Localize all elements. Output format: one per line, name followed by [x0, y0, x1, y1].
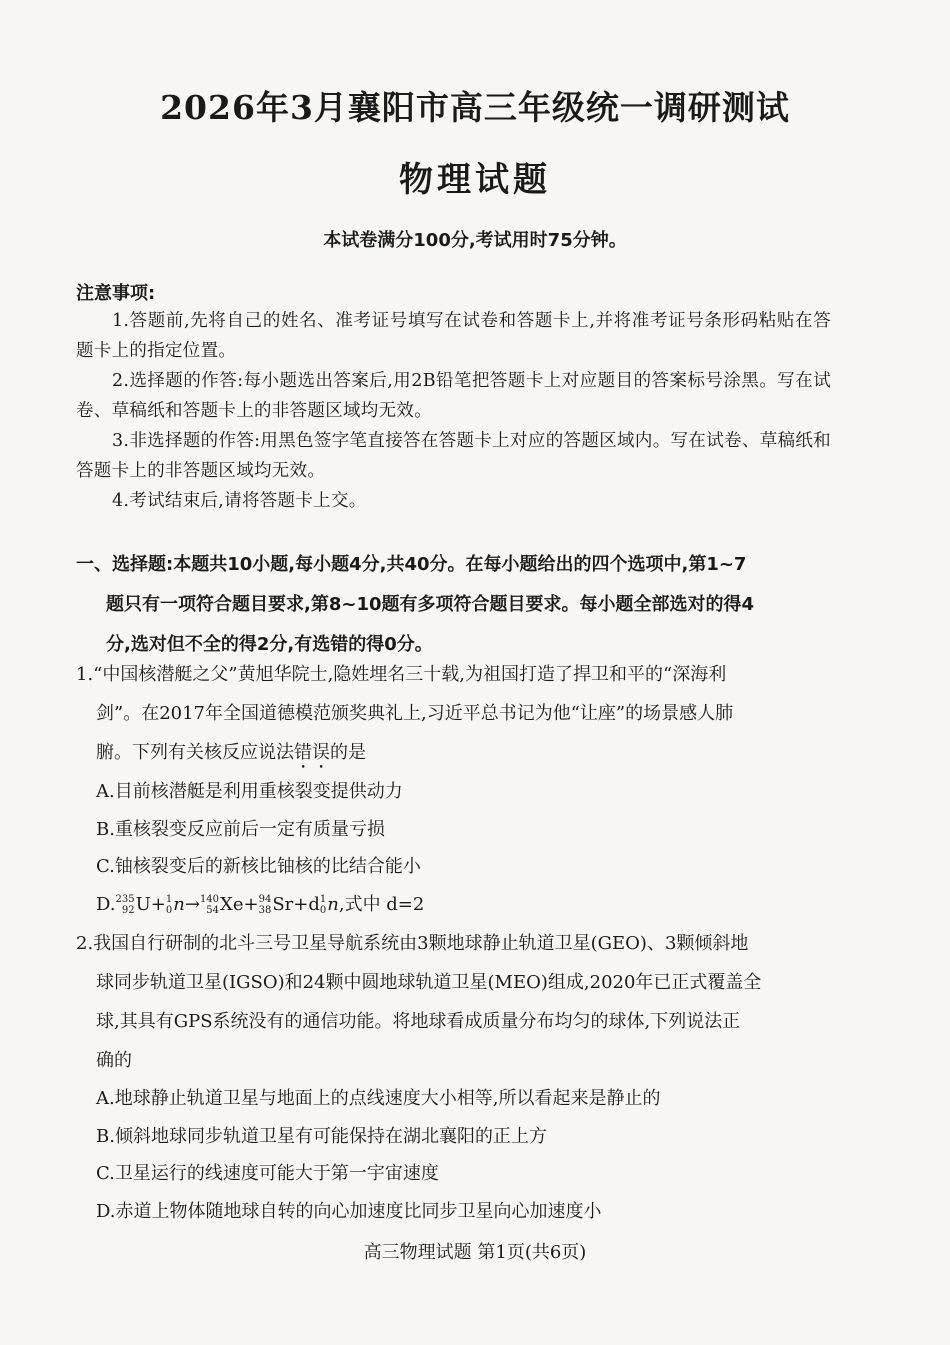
- option-c: C.铀核裂变后的新核比铀核的比结合能小: [96, 856, 421, 877]
- option-c: C.卫星运行的线速度可能大于第一宇宙速度: [96, 1163, 439, 1184]
- question-stem-line: 2.我国自行研制的北斗三号卫星导航系统由3颗地球静止轨道卫星(GEO)、3颗倾斜地: [76, 933, 749, 954]
- question-stem-line: 剑”。在2017年全国道德模范颁奖典礼上,习近平总书记为他“让座”的场景感人肺: [96, 703, 734, 724]
- section-one-line: 分,选对但不全的得2分,有选错的得0分。: [106, 634, 433, 655]
- question-1: [76, 655, 838, 923]
- notice-item: 3.非选择题的作答:用黑色签字笔直接答在答题卡上对应的答题区域内。写在试卷、草稿纸和答题卡上的非答题区域均无效。: [76, 431, 831, 481]
- notice-list: [76, 306, 831, 516]
- option-a: A.地球静止轨道卫星与地面上的点线速度大小相等,所以看起来是静止的: [96, 1088, 661, 1109]
- option-d-suffix: ,式中 d=2: [338, 893, 425, 915]
- full-score-note: 本试卷满分100分,考试用时75分钟。: [323, 230, 627, 251]
- question-2: [76, 924, 838, 1230]
- stem-text: 的是: [330, 742, 366, 763]
- section-one-instructions: [76, 545, 838, 665]
- question-stem-line: 1.“中国核潜艇之父”黄旭华院士,隐姓埋名三十载,为祖国打造了捍卫和平的“深海利: [76, 664, 727, 685]
- nuclear-equation: 235 92 U+ 1 0 n→ 140 54 Xe+ 94 38 Sr+d 1 0 n: [115, 893, 339, 916]
- subject-title: 物理试题: [399, 160, 551, 200]
- section-one-line: 题只有一项符合题目要求,第8~10题有多项符合题目要求。每小题全部选对的得4: [106, 594, 755, 615]
- option-b: B.倾斜地球同步轨道卫星有可能保持在湖北襄阳的正上方: [96, 1125, 547, 1147]
- exam-title: 2026年3月襄阳市高三年级统一调研测试: [160, 88, 790, 127]
- section-one-line: 一、选择题:本题共10小题,每小题4分,共40分。在每小题给出的四个选项中,第1~7: [76, 554, 747, 575]
- option-d-label: D.: [96, 893, 116, 915]
- option-d: D.赤道上物体随地球自转的向心加速度比同步卫星向心加速度小: [96, 1200, 602, 1222]
- page-footer: 高三物理试题 第1页(共6页): [363, 1242, 587, 1263]
- notice-heading: 注意事项:: [76, 283, 156, 304]
- question-stem-line: [76, 733, 838, 773]
- question-stem-line: 球,其具有GPS系统没有的通信功能。将地球看成质量分布均匀的球体,下列说法正: [96, 1011, 741, 1032]
- question-stem-line: 确的: [96, 1050, 132, 1071]
- emphasis-word: 错误: [294, 742, 330, 763]
- stem-text: 腑。下列有关核反应说法: [96, 742, 294, 763]
- notice-item: 1.答题前,先将自己的姓名、准考证号填写在试卷和答题卡上,并将准考证号条形码粘贴在答题卡上的指定位置。: [76, 311, 831, 361]
- option-d: [76, 886, 838, 924]
- question-stem-line: 球同步轨道卫星(IGSO)和24颗中圆地球轨道卫星(MEO)组成,2020年已正式覆盖全: [96, 972, 762, 993]
- notice-item: 4.考试结束后,请将答题卡上交。: [112, 491, 367, 511]
- option-a: A.目前核潜艇是利用重核裂变提供动力: [96, 781, 403, 802]
- option-b: B.重核裂变反应前后一定有质量亏损: [96, 818, 385, 840]
- notice-item: 2.选择题的作答:每小题选出答案后,用2B铅笔把答题卡上对应题目的答案标号涂黑。写在试卷、草稿纸和答题卡上的非答题区域均无效。: [76, 371, 831, 421]
